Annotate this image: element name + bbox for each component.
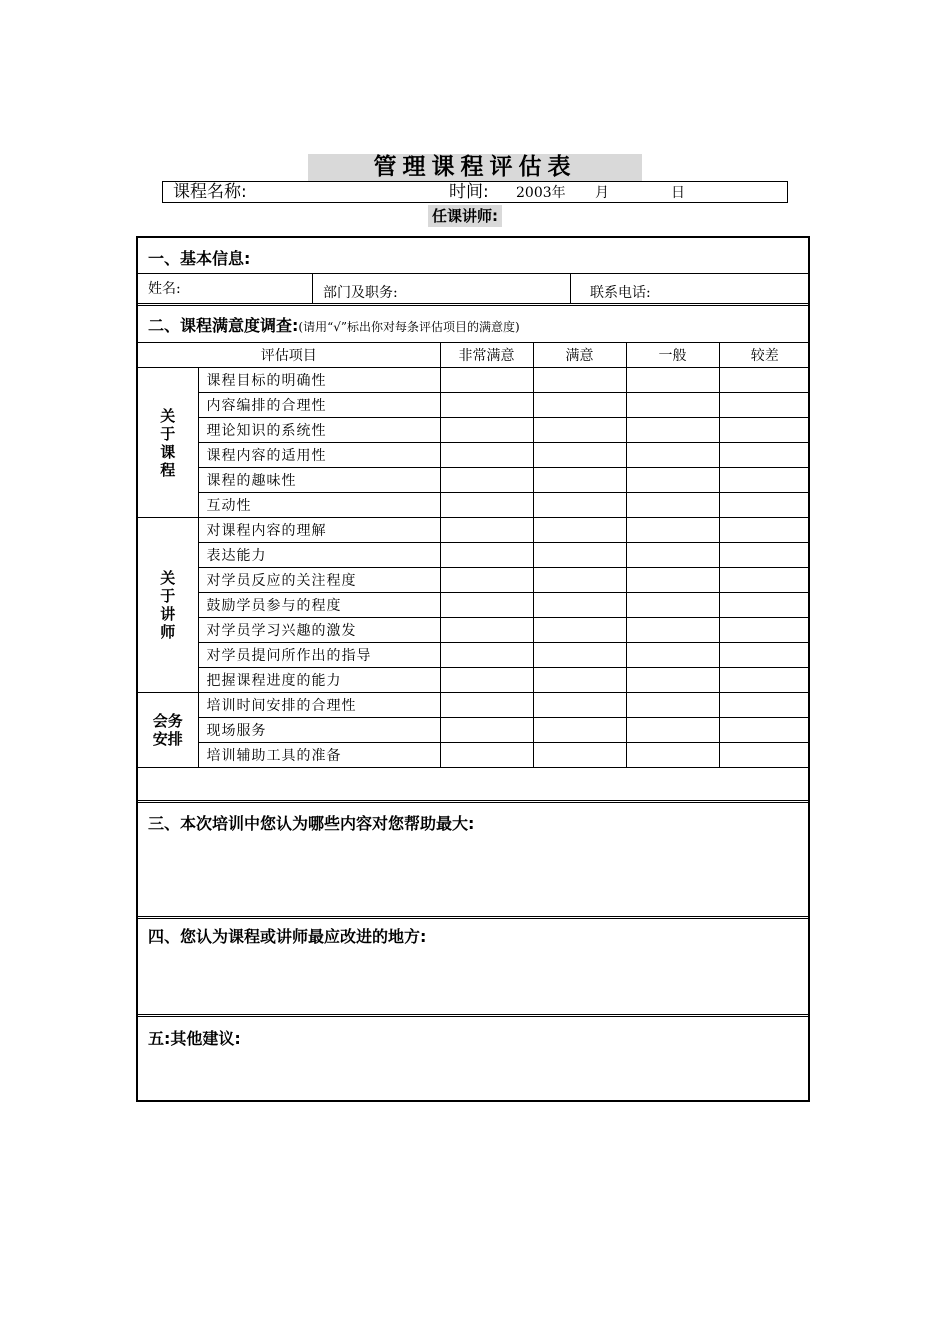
rating-cell[interactable] <box>533 718 626 743</box>
rating-cell[interactable] <box>626 718 719 743</box>
course-info-row <box>162 181 788 203</box>
table-row <box>138 393 810 418</box>
evaluation-item: 内容编排的合理性 <box>198 393 440 418</box>
table-row <box>138 468 810 493</box>
table-header-row <box>138 343 810 368</box>
rating-cell[interactable] <box>719 743 810 768</box>
rating-cell[interactable] <box>719 618 810 643</box>
table-row <box>138 693 810 718</box>
rating-cell[interactable] <box>626 393 719 418</box>
rating-cell[interactable] <box>533 618 626 643</box>
rating-cell[interactable] <box>440 518 533 543</box>
rating-cell[interactable] <box>719 468 810 493</box>
table-row <box>138 543 810 568</box>
divider <box>138 916 808 919</box>
rating-cell[interactable] <box>440 668 533 693</box>
rating-cell[interactable] <box>533 568 626 593</box>
evaluation-item: 课程的趣味性 <box>198 468 440 493</box>
evaluation-item: 对课程内容的理解 <box>198 518 440 543</box>
rating-cell[interactable] <box>626 568 719 593</box>
rating-cell[interactable] <box>440 368 533 393</box>
rating-cell[interactable] <box>719 518 810 543</box>
rating-cell[interactable] <box>626 593 719 618</box>
divider <box>312 273 313 303</box>
group-label: 关 于 讲 师 <box>138 518 198 693</box>
evaluation-item: 培训辅助工具的准备 <box>198 743 440 768</box>
evaluation-item: 对学员反应的关注程度 <box>198 568 440 593</box>
rating-cell[interactable] <box>533 468 626 493</box>
rating-cell[interactable] <box>533 593 626 618</box>
rating-cell[interactable] <box>533 543 626 568</box>
evaluation-item: 互动性 <box>198 493 440 518</box>
rating-cell[interactable] <box>440 393 533 418</box>
column-header: 非常满意 <box>440 343 533 368</box>
rating-cell[interactable] <box>626 743 719 768</box>
rating-cell[interactable] <box>719 393 810 418</box>
rating-cell[interactable] <box>626 443 719 468</box>
rating-cell[interactable] <box>719 418 810 443</box>
table-row <box>138 518 810 543</box>
rating-cell[interactable] <box>533 393 626 418</box>
rating-cell[interactable] <box>533 668 626 693</box>
evaluation-item: 对学员学习兴趣的激发 <box>198 618 440 643</box>
rating-cell[interactable] <box>719 493 810 518</box>
rating-cell[interactable] <box>440 718 533 743</box>
rating-cell[interactable] <box>626 543 719 568</box>
section-satisfaction-note: (请用“√”标出你对每条评估项目的满意度) <box>298 320 520 334</box>
table-row <box>138 743 810 768</box>
day-label: 日 <box>671 185 685 201</box>
rating-cell[interactable] <box>533 418 626 443</box>
evaluation-item: 现场服务 <box>198 718 440 743</box>
rating-cell[interactable] <box>440 418 533 443</box>
group-label: 关 于 课 程 <box>138 368 198 518</box>
divider <box>138 1014 808 1017</box>
rating-cell[interactable] <box>719 368 810 393</box>
divider <box>138 303 808 306</box>
table-row <box>138 443 810 468</box>
table-row <box>138 668 810 693</box>
rating-cell[interactable] <box>533 693 626 718</box>
table-row <box>138 568 810 593</box>
rating-cell[interactable] <box>440 443 533 468</box>
column-header: 一般 <box>626 343 719 368</box>
rating-cell[interactable] <box>719 668 810 693</box>
year-value: 2003年 <box>516 185 566 201</box>
rating-cell[interactable] <box>533 643 626 668</box>
table-row <box>138 418 810 443</box>
rating-cell[interactable] <box>719 693 810 718</box>
rating-cell[interactable] <box>719 543 810 568</box>
rating-cell[interactable] <box>626 368 719 393</box>
table-row <box>138 718 810 743</box>
rating-cell[interactable] <box>626 693 719 718</box>
name-label: 姓名: <box>148 281 181 297</box>
rating-cell[interactable] <box>626 643 719 668</box>
rating-cell[interactable] <box>440 618 533 643</box>
column-header: 满意 <box>533 343 626 368</box>
page-title: 管理课程评估表 <box>308 154 642 181</box>
rating-cell[interactable] <box>626 518 719 543</box>
rating-cell[interactable] <box>440 693 533 718</box>
phone-label: 联系电话: <box>590 285 651 301</box>
rating-cell[interactable] <box>626 668 719 693</box>
column-header: 评估项目 <box>138 343 440 368</box>
table-row <box>138 618 810 643</box>
evaluation-item: 理论知识的系统性 <box>198 418 440 443</box>
section-satisfaction-title: 二、课程满意度调查: <box>148 316 299 335</box>
rating-cell[interactable] <box>719 643 810 668</box>
column-header: 较差 <box>719 343 810 368</box>
divider <box>570 273 571 303</box>
evaluation-item: 对学员提问所作出的指导 <box>198 643 440 668</box>
table-row <box>138 643 810 668</box>
rating-cell[interactable] <box>533 518 626 543</box>
time-label: 时间: <box>449 182 489 202</box>
section-other-suggestions-heading: 五:其他建议: <box>148 1029 241 1048</box>
rating-cell[interactable] <box>440 593 533 618</box>
divider <box>138 800 808 803</box>
evaluation-item: 把握课程进度的能力 <box>198 668 440 693</box>
course-name-label: 课程名称: <box>173 182 247 202</box>
rating-cell[interactable] <box>440 743 533 768</box>
rating-cell[interactable] <box>533 443 626 468</box>
rating-cell[interactable] <box>440 643 533 668</box>
rating-cell[interactable] <box>719 593 810 618</box>
rating-cell[interactable] <box>719 568 810 593</box>
rating-cell[interactable] <box>626 493 719 518</box>
satisfaction-table <box>138 342 810 768</box>
evaluation-item: 表达能力 <box>198 543 440 568</box>
rating-cell[interactable] <box>440 543 533 568</box>
rating-cell[interactable] <box>440 468 533 493</box>
rating-cell[interactable] <box>719 443 810 468</box>
table-row <box>138 493 810 518</box>
evaluation-form <box>136 236 810 1102</box>
rating-cell[interactable] <box>626 468 719 493</box>
dept-label: 部门及职务: <box>323 285 398 301</box>
section-satisfaction-heading <box>148 313 520 336</box>
rating-cell[interactable] <box>626 618 719 643</box>
evaluation-item: 鼓励学员参与的程度 <box>198 593 440 618</box>
rating-cell[interactable] <box>533 743 626 768</box>
teacher-label: 任课讲师: <box>428 205 502 227</box>
section-most-helpful-heading: 三、本次培训中您认为哪些内容对您帮助最大: <box>148 814 475 833</box>
section-improvements-heading: 四、您认为课程或讲师最应改进的地方: <box>148 927 427 946</box>
rating-cell[interactable] <box>533 493 626 518</box>
table-row <box>138 368 810 393</box>
evaluation-item: 课程目标的明确性 <box>198 368 440 393</box>
month-label: 月 <box>595 185 609 201</box>
rating-cell[interactable] <box>626 418 719 443</box>
rating-cell[interactable] <box>719 718 810 743</box>
evaluation-item: 培训时间安排的合理性 <box>198 693 440 718</box>
group-label: 会务 安排 <box>138 693 198 768</box>
divider <box>138 273 808 274</box>
rating-cell[interactable] <box>440 493 533 518</box>
evaluation-item: 课程内容的适用性 <box>198 443 440 468</box>
rating-cell[interactable] <box>533 368 626 393</box>
rating-cell[interactable] <box>440 568 533 593</box>
table-row <box>138 593 810 618</box>
section-basic-info-heading: 一、基本信息: <box>148 249 251 268</box>
